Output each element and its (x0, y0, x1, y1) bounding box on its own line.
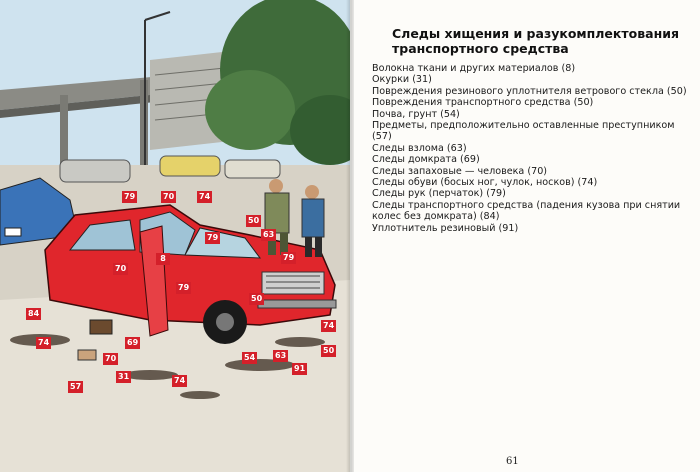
evidence-list (372, 63, 690, 234)
list-item: Почва, грунт (54) (372, 108, 460, 120)
evidence-marker: 8 (156, 253, 170, 265)
evidence-marker: 63 (275, 351, 287, 360)
list-item: Окурки (31) (372, 74, 432, 86)
evidence-marker: 63 (263, 230, 275, 239)
evidence-marker: 84 (28, 309, 40, 318)
evidence-marker: 74 (38, 338, 50, 347)
list-item: Следы запаховые — человека (70) (372, 165, 548, 177)
page-title: Следы хищения и разукомплектования транспортного средства (392, 26, 679, 56)
list-item: Следы транспортного средства (падения кузова при снятии колес без домкрата) (84) (372, 199, 681, 223)
evidence-marker: 79 (124, 192, 136, 201)
list-item: Уплотнитель резиновый (91) (372, 222, 519, 234)
evidence-marker: 54 (244, 353, 256, 362)
evidence-marker: 79 (207, 233, 219, 242)
evidence-marker: 74 (199, 192, 211, 201)
evidence-marker: 79 (283, 253, 295, 262)
list-item: Повреждения резинового уплотнителя ветрового стекла (50) (372, 85, 687, 97)
evidence-marker: 91 (294, 364, 306, 373)
list-item: Повреждения транспортного средства (50) (372, 97, 594, 109)
evidence-marker: 70 (163, 192, 175, 201)
evidence-marker: 50 (251, 294, 263, 303)
list-item: Следы рук (перчаток) (79) (372, 188, 506, 200)
evidence-marker: 31 (118, 372, 130, 381)
list-item: Волокна ткани и других материалов (8) (372, 63, 576, 74)
evidence-marker: 70 (105, 354, 117, 363)
list-item: Следы обуви (босых ног, чулок, носков) (74) (372, 177, 598, 189)
evidence-marker: 50 (248, 216, 260, 225)
evidence-marker: 50 (323, 346, 335, 355)
page-number: 61 (506, 456, 519, 467)
list-item: Предметы, предположительно оставленные преступником (57) (372, 120, 675, 143)
evidence-marker: 74 (174, 376, 186, 385)
evidence-marker: 79 (178, 283, 190, 292)
evidence-marker: 57 (70, 382, 82, 391)
evidence-marker: 69 (127, 338, 139, 347)
evidence-marker: 74 (323, 321, 335, 330)
list-item: Следы домкрата (69) (372, 154, 480, 166)
list-item: Следы взлома (63) (372, 142, 467, 154)
evidence-marker: 70 (115, 264, 127, 273)
